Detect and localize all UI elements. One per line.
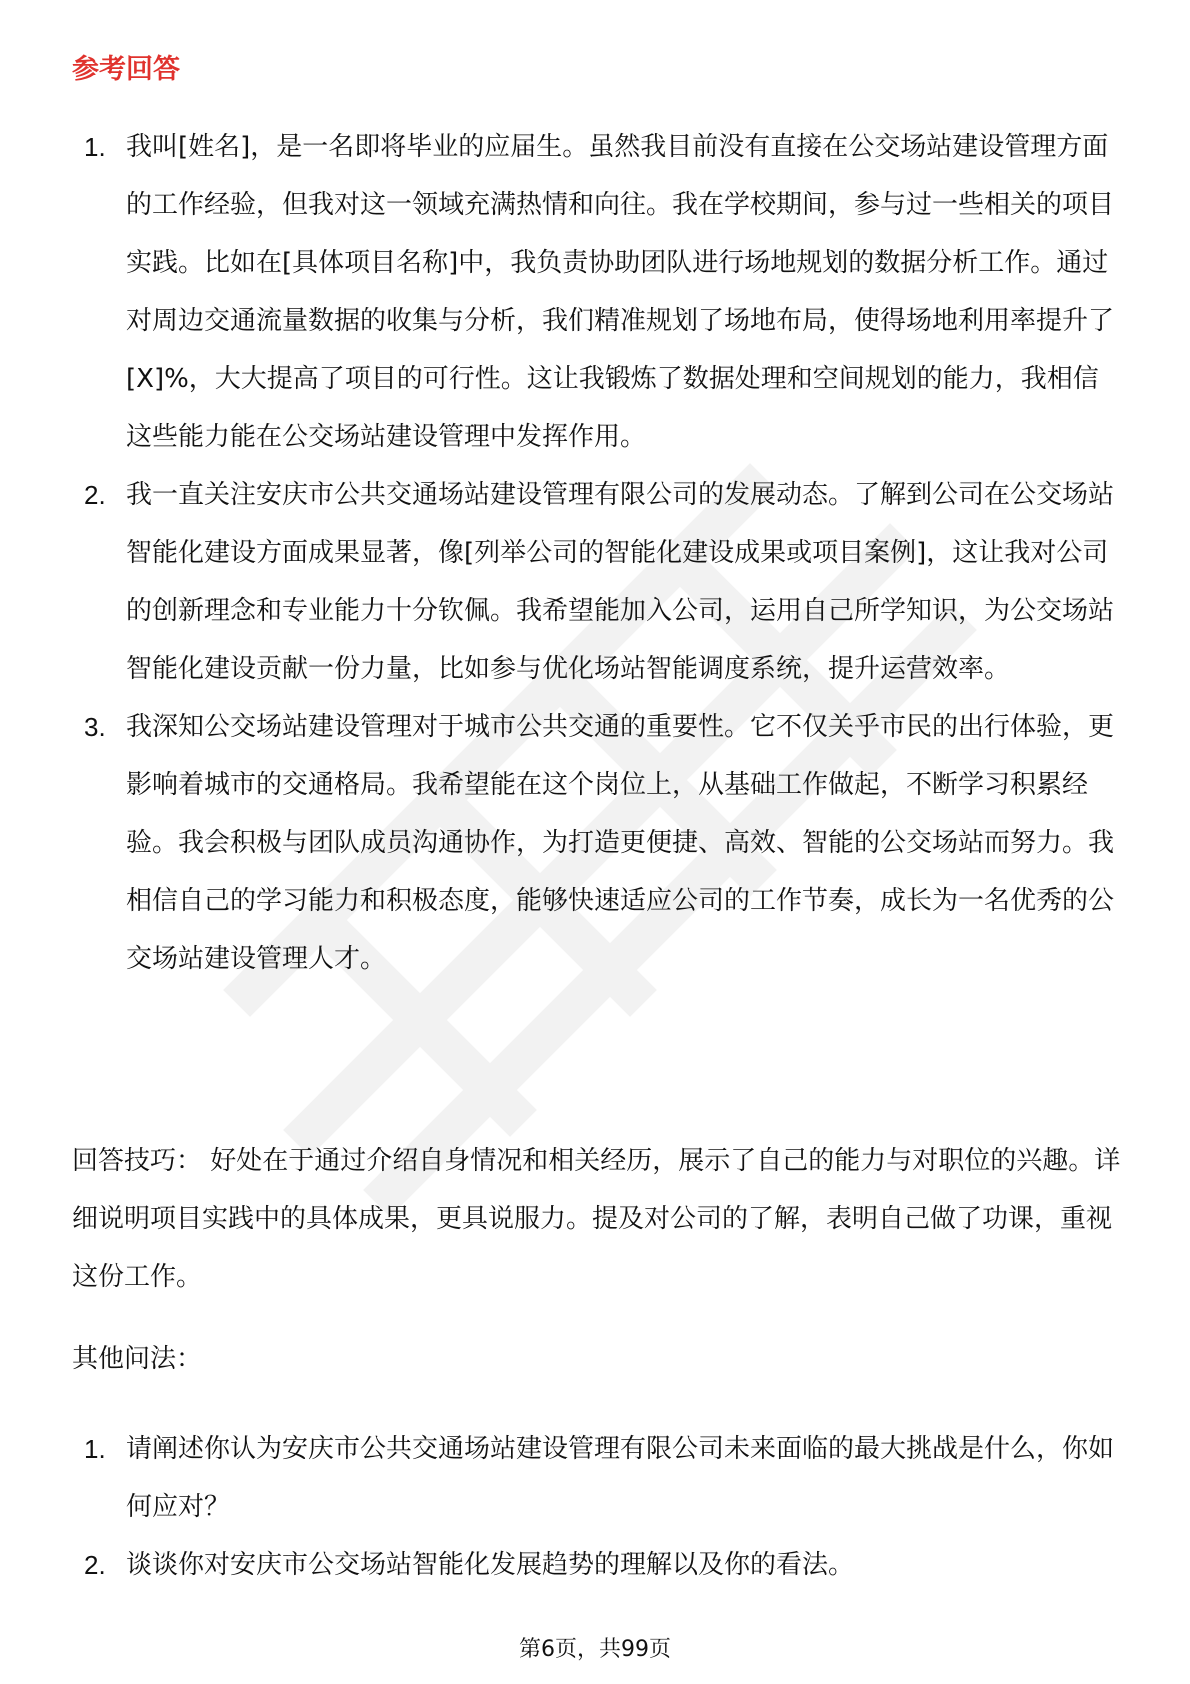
other-questions-title: 其他问法： (72, 1344, 203, 1374)
list-item-text: 我叫[姓名]，是一名即将毕业的应届生。虽然我目前没有直接在公交场站建设管理方面的工作经验，但我对这一领域充满热情和向往。我在学校期间，参与过一些相关的项目实践。比如在[具体项目名称]中，我负责协助团队进行场地规划的数据分析工作。通过对周边交通流量数据的收集与分析，我们精准规划了场地布局，使得场地利用率提升了[X]%，大大提高了项目的可行性。这让我锻炼了数据处理和空间规划的能力，我相信这些能力能在公交场站建设管理中发挥作用。 (126, 132, 1115, 452)
list-item-number: 1. (84, 132, 106, 162)
list-item (72, 1420, 1122, 1536)
section-title: 参考回答 (72, 54, 180, 85)
list-item-number: 1. (84, 1434, 106, 1464)
list-item-number: 2. (84, 1550, 106, 1580)
list-item-number: 2. (84, 480, 106, 510)
other-questions-list (72, 1420, 1122, 1594)
page-number-footer: 第6页，共99页 (519, 1637, 671, 1662)
list-item-text: 谈谈你对安庆市公交场站智能化发展趋势的理解以及你的看法。 (126, 1550, 855, 1580)
answer-list (72, 118, 1122, 988)
list-item-text: 我深知公交场站建设管理对于城市公共交通的重要性。它不仅关乎市民的出行体验，更影响着城市的交通格局。我希望能在这个岗位上，从基础工作做起，不断学习积累经验。我会积极与团队成员沟通协作，为打造更便捷、高效、智能的公交场站而努力。我相信自己的学习能力和积极态度，能够快速适应公司的工作节奏，成长为一名优秀的公交场站建设管理人才。 (126, 712, 1115, 974)
list-item (72, 118, 1122, 466)
list-item-text: 请阐述你认为安庆市公共交通场站建设管理有限公司未来面临的最大挑战是什么，你如何应对？ (126, 1434, 1115, 1522)
list-item (72, 466, 1122, 698)
list-item-number: 3. (84, 712, 106, 742)
list-item-text: 我一直关注安庆市公共交通场站建设管理有限公司的发展动态。了解到公司在公交场站智能化建设方面成果显著，像[列举公司的智能化建设成果或项目案例]，这让我对公司的创新理念和专业能力十分钦佩。我希望能加入公司，运用自己所学知识，为公交场站智能化建设贡献一份力量，比如参与优化场站智能调度系统，提升运营效率。 (126, 480, 1115, 684)
answer-tips: 回答技巧： 好处在于通过介绍自身情况和相关经历，展示了自己的能力与对职位的兴趣。详细说明项目实践中的具体成果，更具说服力。提及对公司的了解，表明自己做了功课，重视这份工作。 (72, 1146, 1121, 1292)
list-item (72, 698, 1122, 988)
list-item (72, 1536, 1122, 1594)
